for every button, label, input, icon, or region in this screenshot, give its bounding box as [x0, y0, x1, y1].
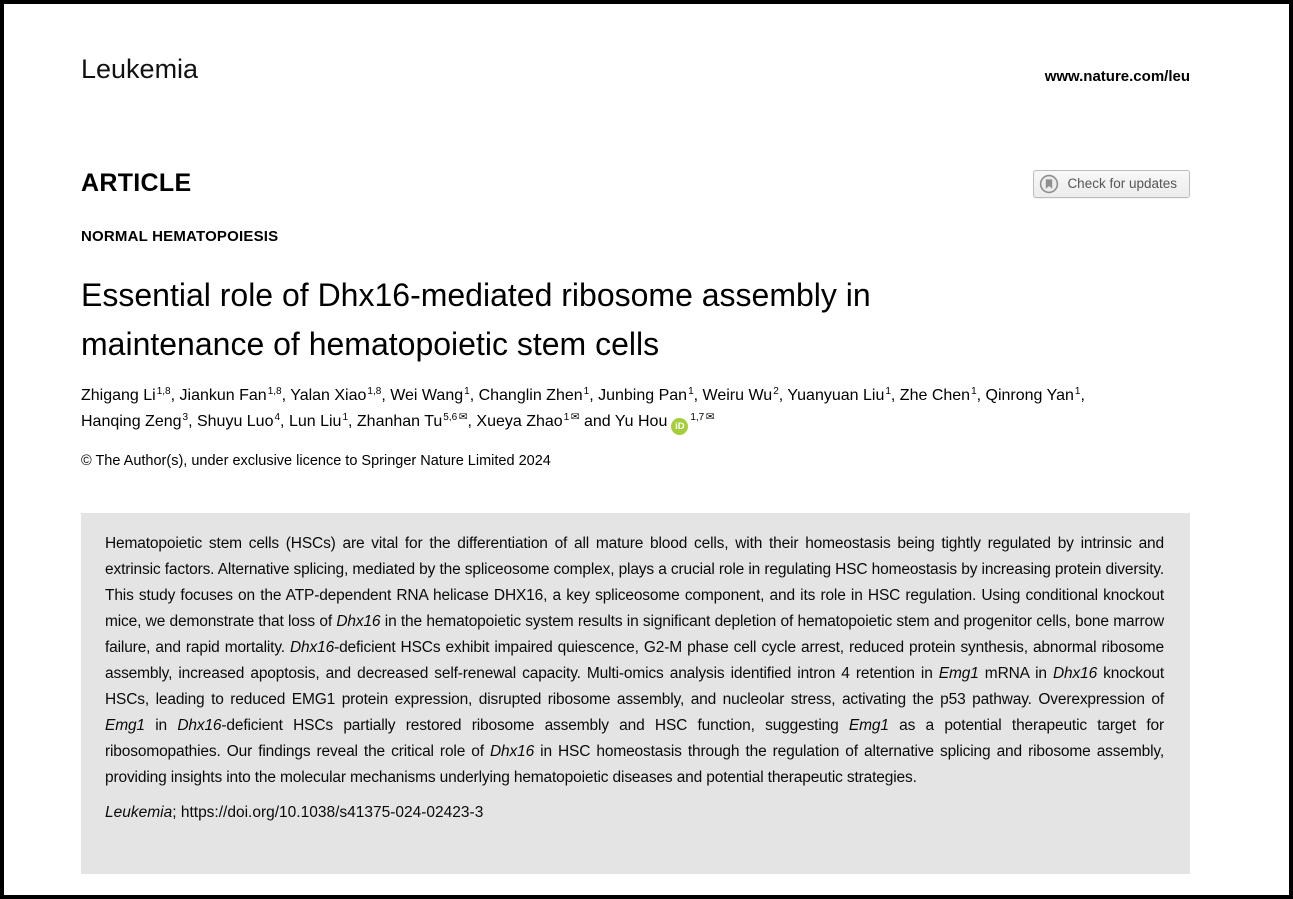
page-header [81, 54, 1190, 85]
journal-name: Leukemia [81, 54, 199, 84]
author [703, 387, 779, 404]
subject-section-label: NORMAL HEMATOPOIESIS [81, 228, 279, 245]
author-name: Yu Hou [614, 413, 668, 430]
author-name: Changlin Zhen [478, 387, 583, 404]
author-name: Yuanyuan Liu [787, 387, 885, 404]
author-name: Wei Wang [390, 387, 464, 404]
author [614, 410, 715, 432]
email-envelope-icon[interactable]: ✉ [570, 410, 580, 423]
author-name: Xueya Zhao [476, 413, 563, 430]
author [197, 413, 280, 430]
author [900, 387, 977, 404]
author-name: Junbing Pan [598, 387, 688, 404]
author-affiliation-superscript: 1,8 [156, 385, 171, 397]
author-affiliation-superscript: 1,8 [267, 385, 282, 397]
article-title: Essential role of Dhx16-mediated ribosome assembly in maintenance of hematopoietic stem cells [81, 277, 871, 362]
author [81, 413, 188, 430]
author-name: Lun Liu [288, 413, 342, 430]
author-name: Jiankun Fan [179, 387, 267, 404]
author-affiliation-superscript: 2 [773, 385, 779, 397]
author [787, 387, 891, 404]
abstract-box [81, 513, 1190, 874]
author-affiliation-superscript: 1 [583, 385, 590, 397]
author [986, 387, 1081, 404]
check-for-updates-label: Check for updates [1067, 176, 1177, 191]
author-affiliation-superscript: 3 [182, 411, 189, 423]
author-affiliation-superscript: 1 [1074, 385, 1081, 397]
author-name: Weiru Wu [702, 387, 773, 404]
author [476, 410, 580, 430]
journal-url-link[interactable]: www.nature.com/leu [1044, 68, 1190, 85]
author-name: Yalan Xiao [290, 387, 367, 404]
author-affiliation-superscript: 1 [885, 385, 891, 397]
author-name: Qinrong Yan [985, 387, 1074, 404]
author [289, 413, 348, 430]
copyright-line: © The Author(s), under exclusive licence to Springer Nature Limited 2024 [81, 453, 551, 469]
page-content [4, 54, 1289, 874]
email-envelope-icon[interactable]: ✉ [705, 410, 715, 423]
author-affiliation-superscript: 1 [464, 385, 470, 397]
author-affiliation-superscript: 1 [688, 385, 694, 397]
author-name: Hanqing Zeng [81, 413, 182, 430]
abstract-text: Hematopoietic stem cells (HSCs) are vital for the differentiation of all mature blood cells, with their homeostasis being tightly regulated by intrinsic and extrinsic factors. Alternative splicing, mediated by the spliceosome complex, plays a crucial role in regulating HSC homeostasis by increasing protein diversity. This study focuses on the ATP-dependent RNA helicase DHX16, a key spliceosome component, and its role in HSC regulation. Using conditional knockout mice, we demonstrate that loss of Dhx16 in the hematopoietic system results in significant depletion of hematopoietic stem and progenitor cells, bone marrow failure, and rapid mortality. Dhx16-deficient HSCs exhibit impaired quiescence, G2-M phase cell cycle arrest, reduced protein synthesis, abnormal ribosome assembly, increased apoptosis, and decreased self-renewal capacity. Multi-omics analysis identified intron 4 retention in Emg1 mRNA in Dhx16 knockout HSCs, leading to reduced EMG1 protein expression, disrupted ribosome assembly, and nucleolar stress, activating the p53 pathway. Overexpression of Emg1 in Dhx16-deficient HSCs partially restored ribosome assembly and HSC function, suggesting Emg1 as a potential therapeutic target for ribosomopathies. Our findings reveal the critical role of Dhx16 in HSC homeostasis through the regulation of alternative splicing and ribosome assembly, providing insights into the molecular mechanisms underlying hematopoietic diseases and potential therapeutic strategies. [105, 535, 1165, 786]
author [356, 410, 468, 430]
author [390, 387, 469, 404]
author-affiliation-superscript: 5,6 [443, 411, 458, 423]
email-envelope-icon[interactable]: ✉ [458, 410, 468, 423]
author-affiliation-superscript: 4 [274, 411, 281, 423]
article-type-label: ARTICLE [81, 169, 192, 197]
author-affiliation-superscript: 1 [342, 411, 348, 423]
author-name: Zhigang Li [81, 387, 156, 404]
author-affiliation-superscript: 1 [971, 385, 977, 397]
author-name: Zhe Chen [899, 387, 971, 404]
orcid-icon[interactable]: iD [671, 418, 688, 435]
author [290, 387, 381, 404]
author [81, 387, 171, 404]
crossmark-bookmark-icon [1039, 174, 1059, 194]
author-affiliation-superscript: 1,8 [367, 385, 382, 397]
author-affiliation-superscript: 1,7 [690, 411, 705, 423]
author-name: Zhanhan Tu [356, 413, 443, 430]
author-name: Shuyu Luo [196, 413, 274, 430]
author [180, 387, 282, 404]
check-for-updates-button[interactable] [1033, 170, 1190, 198]
author-affiliation-superscript: 1 [563, 411, 570, 423]
author [479, 387, 590, 404]
author-list: Zhigang Li$^{1,8}$, Jiankun Fan$^{1,8}$, Yalan Xiao$^{1,8}$, Wei Wang$^1$, Changlin Zhen$^1$, Junbing Pan$^1$, Weiru Wu$^2$, Yuanyuan Liu$^1$, Zhe Chen$^1$, Qinrong Yan$^1$, Hanqing Zeng$^3$, Shuyu Luo$^4$, Lun Liu$^1$, Zhanhan Tu$^{5,6}$ ✉, Xueya Zhao$^1$ ✉ and Yu Hou iD$^{1,7}$ ✉ [81, 383, 1190, 435]
author [598, 387, 694, 404]
article-type-row [81, 169, 1190, 198]
citation-doi-link[interactable]: Leukemia; https://doi.org/10.1038/s41375-024-02423-3 [105, 804, 484, 821]
